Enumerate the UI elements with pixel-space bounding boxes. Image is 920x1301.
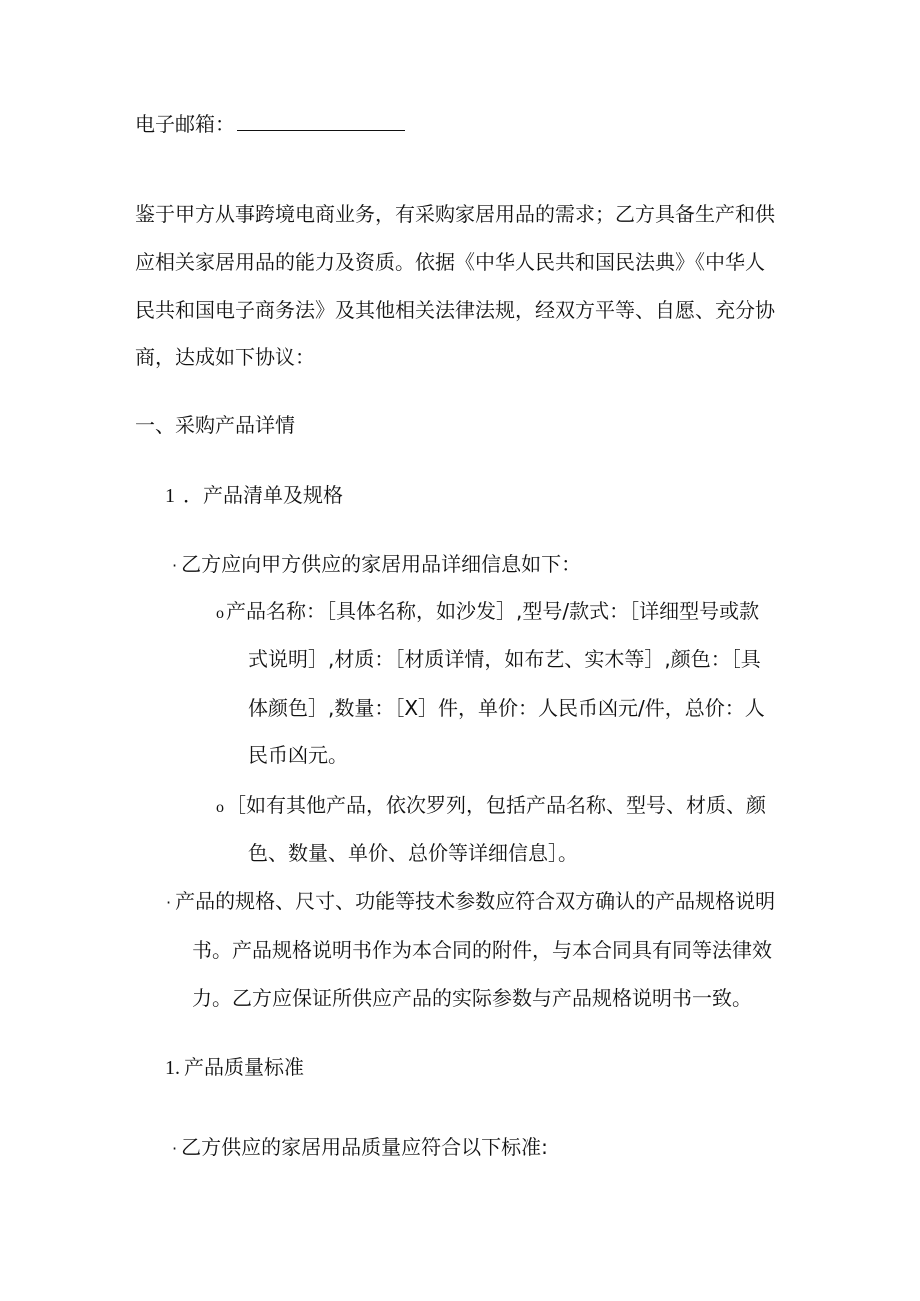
bullet-3 xyxy=(172,1133,548,1163)
item-1-line-3: 体颜色］,数量：［X］件，单价：人民币凶元/件，总价：人 xyxy=(248,696,765,720)
subsection-1-number: 1 xyxy=(165,485,175,507)
item-2-line-2: 色、数量、单价、总价等详细信息］。 xyxy=(248,841,578,865)
intro-line-3: 民共和国电子商务法》及其他相关法律法规，经双方平等、自愿、充分协 xyxy=(135,298,775,322)
subsection-2-number: 1. xyxy=(165,1057,180,1079)
bullet-2-line-3: 力。乙方应保证所供应产品的实际参数与产品规格说明书一致。 xyxy=(192,986,752,1010)
intro-line-4: 商，达成如下协议： xyxy=(135,345,315,369)
item-1-line-4: 民币凶元。 xyxy=(248,743,348,767)
bullet-1 xyxy=(172,550,581,580)
item-1-line-1 xyxy=(216,597,759,628)
section-1-title: 一、采购产品详情 xyxy=(135,413,295,437)
bullet-mark: · xyxy=(172,556,178,575)
circle-mark: o xyxy=(216,605,224,622)
bullet-mark: · xyxy=(166,893,172,912)
subsection-1-title: ．产品清单及规格 xyxy=(183,483,343,507)
bullet-mark: · xyxy=(172,1139,178,1158)
email-label: 电子邮箱： xyxy=(135,112,235,136)
subsection-2-heading xyxy=(165,1053,304,1082)
circle-mark: o xyxy=(216,799,224,816)
intro-line-2: 应相关家居用品的能力及资质。依据《中华人民共和国民法典》《中华人 xyxy=(135,250,765,274)
bullet-1-text: 乙方应向甲方供应的家居用品详细信息如下： xyxy=(181,552,582,576)
subsection-2-title: 产品质量标准 xyxy=(184,1055,304,1079)
bullet-2-line-1-text: 产品的规格、尺寸、功能等技术参数应符合双方确认的产品规格说明 xyxy=(175,889,776,913)
subsection-1-heading xyxy=(165,481,343,510)
bullet-2-line-1 xyxy=(166,887,775,917)
item-2-line-1 xyxy=(216,791,766,822)
item-1-line-1-text: 产品名称：［具体名称，如沙发］,型号/款式：［详细型号或款 xyxy=(226,599,760,623)
email-line xyxy=(135,110,405,138)
bullet-3-text: 乙方供应的家居用品质量应符合以下标准: xyxy=(181,1135,548,1159)
item-2-line-1-text: ［如有其他产品，依次罗列，包括产品名称、型号、材质、颜 xyxy=(226,793,766,817)
item-1-line-2: 式说明］,材质：［材质详情，如布艺、实木等］,颜色：［具 xyxy=(248,647,761,671)
intro-line-1: 鉴于甲方从事跨境电商业务，有采购家居用品的需求；乙方具备生产和供 xyxy=(135,202,775,226)
email-blank xyxy=(237,112,405,131)
bullet-2-line-2: 书。产品规格说明书作为本合同的附件，与本合同具有同等法律效 xyxy=(192,938,772,962)
